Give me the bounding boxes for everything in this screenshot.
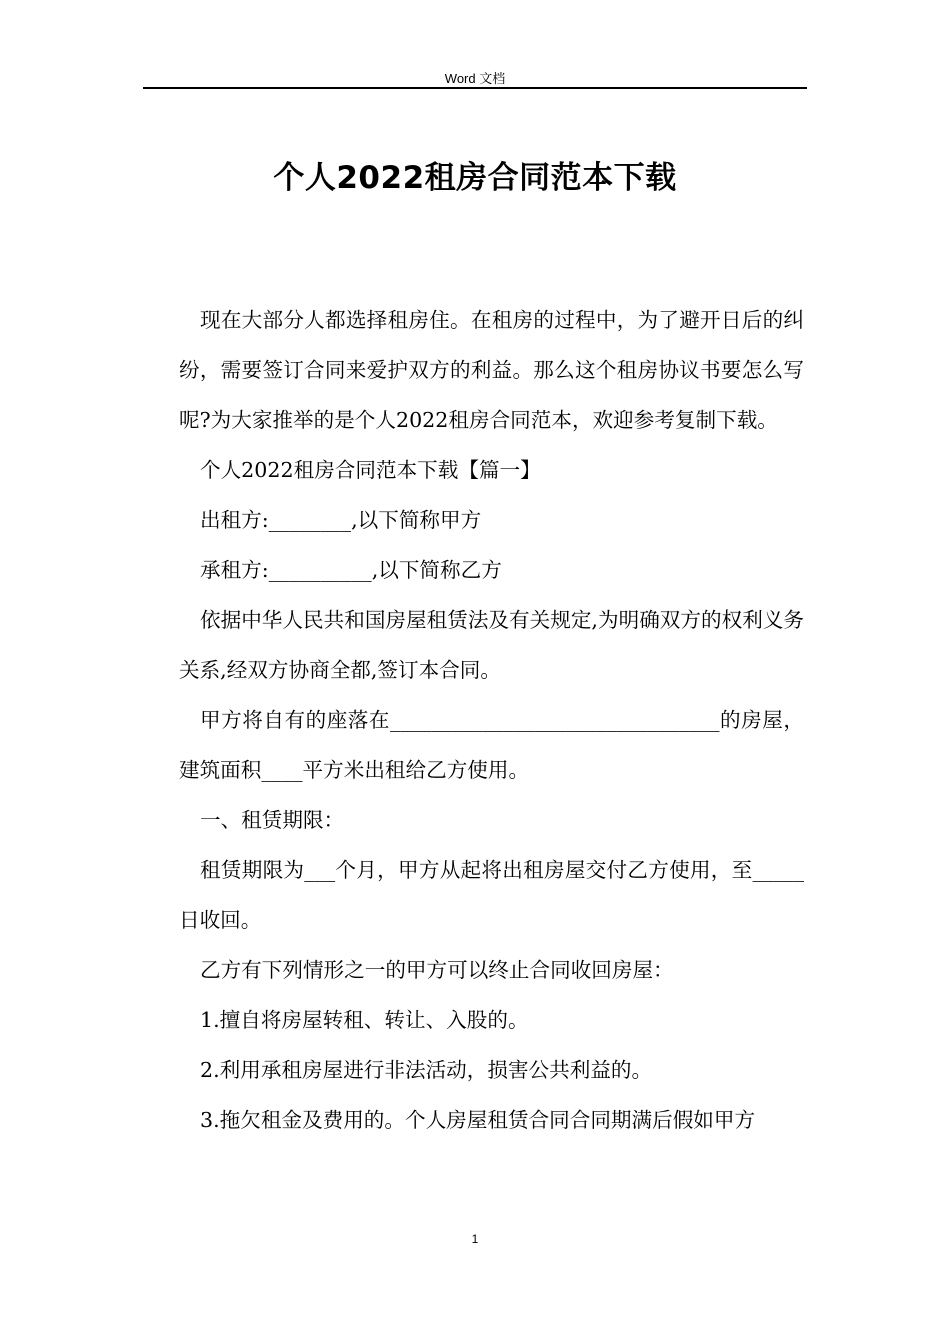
page-header-label: Word 文档 [444, 71, 506, 86]
paragraph-legal-basis: 依据中华人民共和国房屋租赁法及有关规定,为明确双方的权利义务关系,经双方协商全都,签订本合同。 [179, 608, 804, 682]
paragraph-intro: 现在大部分人都选择租房住。在租房的过程中，为了避开日后的纠纷，需要签订合同来爱护双方的利益。那么这个租房协议书要怎么写呢?为大家推举的是个人2022租房合同范本，欢迎参考复制下载。 [179, 308, 804, 432]
list-item-2: 2.利用承租房屋进行非法活动，损害公共利益的。 [200, 1058, 653, 1082]
page-number: 1 [471, 1232, 479, 1246]
document-body [179, 295, 804, 1145]
header-divider [143, 87, 807, 89]
paragraph-term-heading: 一、租赁期限： [200, 808, 345, 832]
list-item-1: 1.擅自将房屋转租、转让、入股的。 [200, 1008, 529, 1032]
paragraph-lessee: 承租方:__________,以下简称乙方 [200, 558, 502, 582]
paragraph-termination-intro: 乙方有下列情形之一的甲方可以终止合同收回房屋： [200, 958, 674, 982]
paragraph-section-heading: 个人2022租房合同范本下载【篇一】 [200, 458, 541, 482]
list-item-3: 3.拖欠租金及费用的。个人房屋租赁合同合同期满后假如甲方 [200, 1108, 756, 1132]
paragraph-term: 租赁期限为___个月，甲方从起将出租房屋交付乙方使用，至_____日收回。 [179, 858, 804, 932]
paragraph-lessor: 出租方:________,以下简称甲方 [200, 508, 482, 532]
paragraph-property: 甲方将自有的座落在________________________________的房屋，建筑面积____平方米出租给乙方使用。 [179, 708, 804, 782]
document-title: 个人2022租房合同范本下载 [273, 160, 677, 196]
